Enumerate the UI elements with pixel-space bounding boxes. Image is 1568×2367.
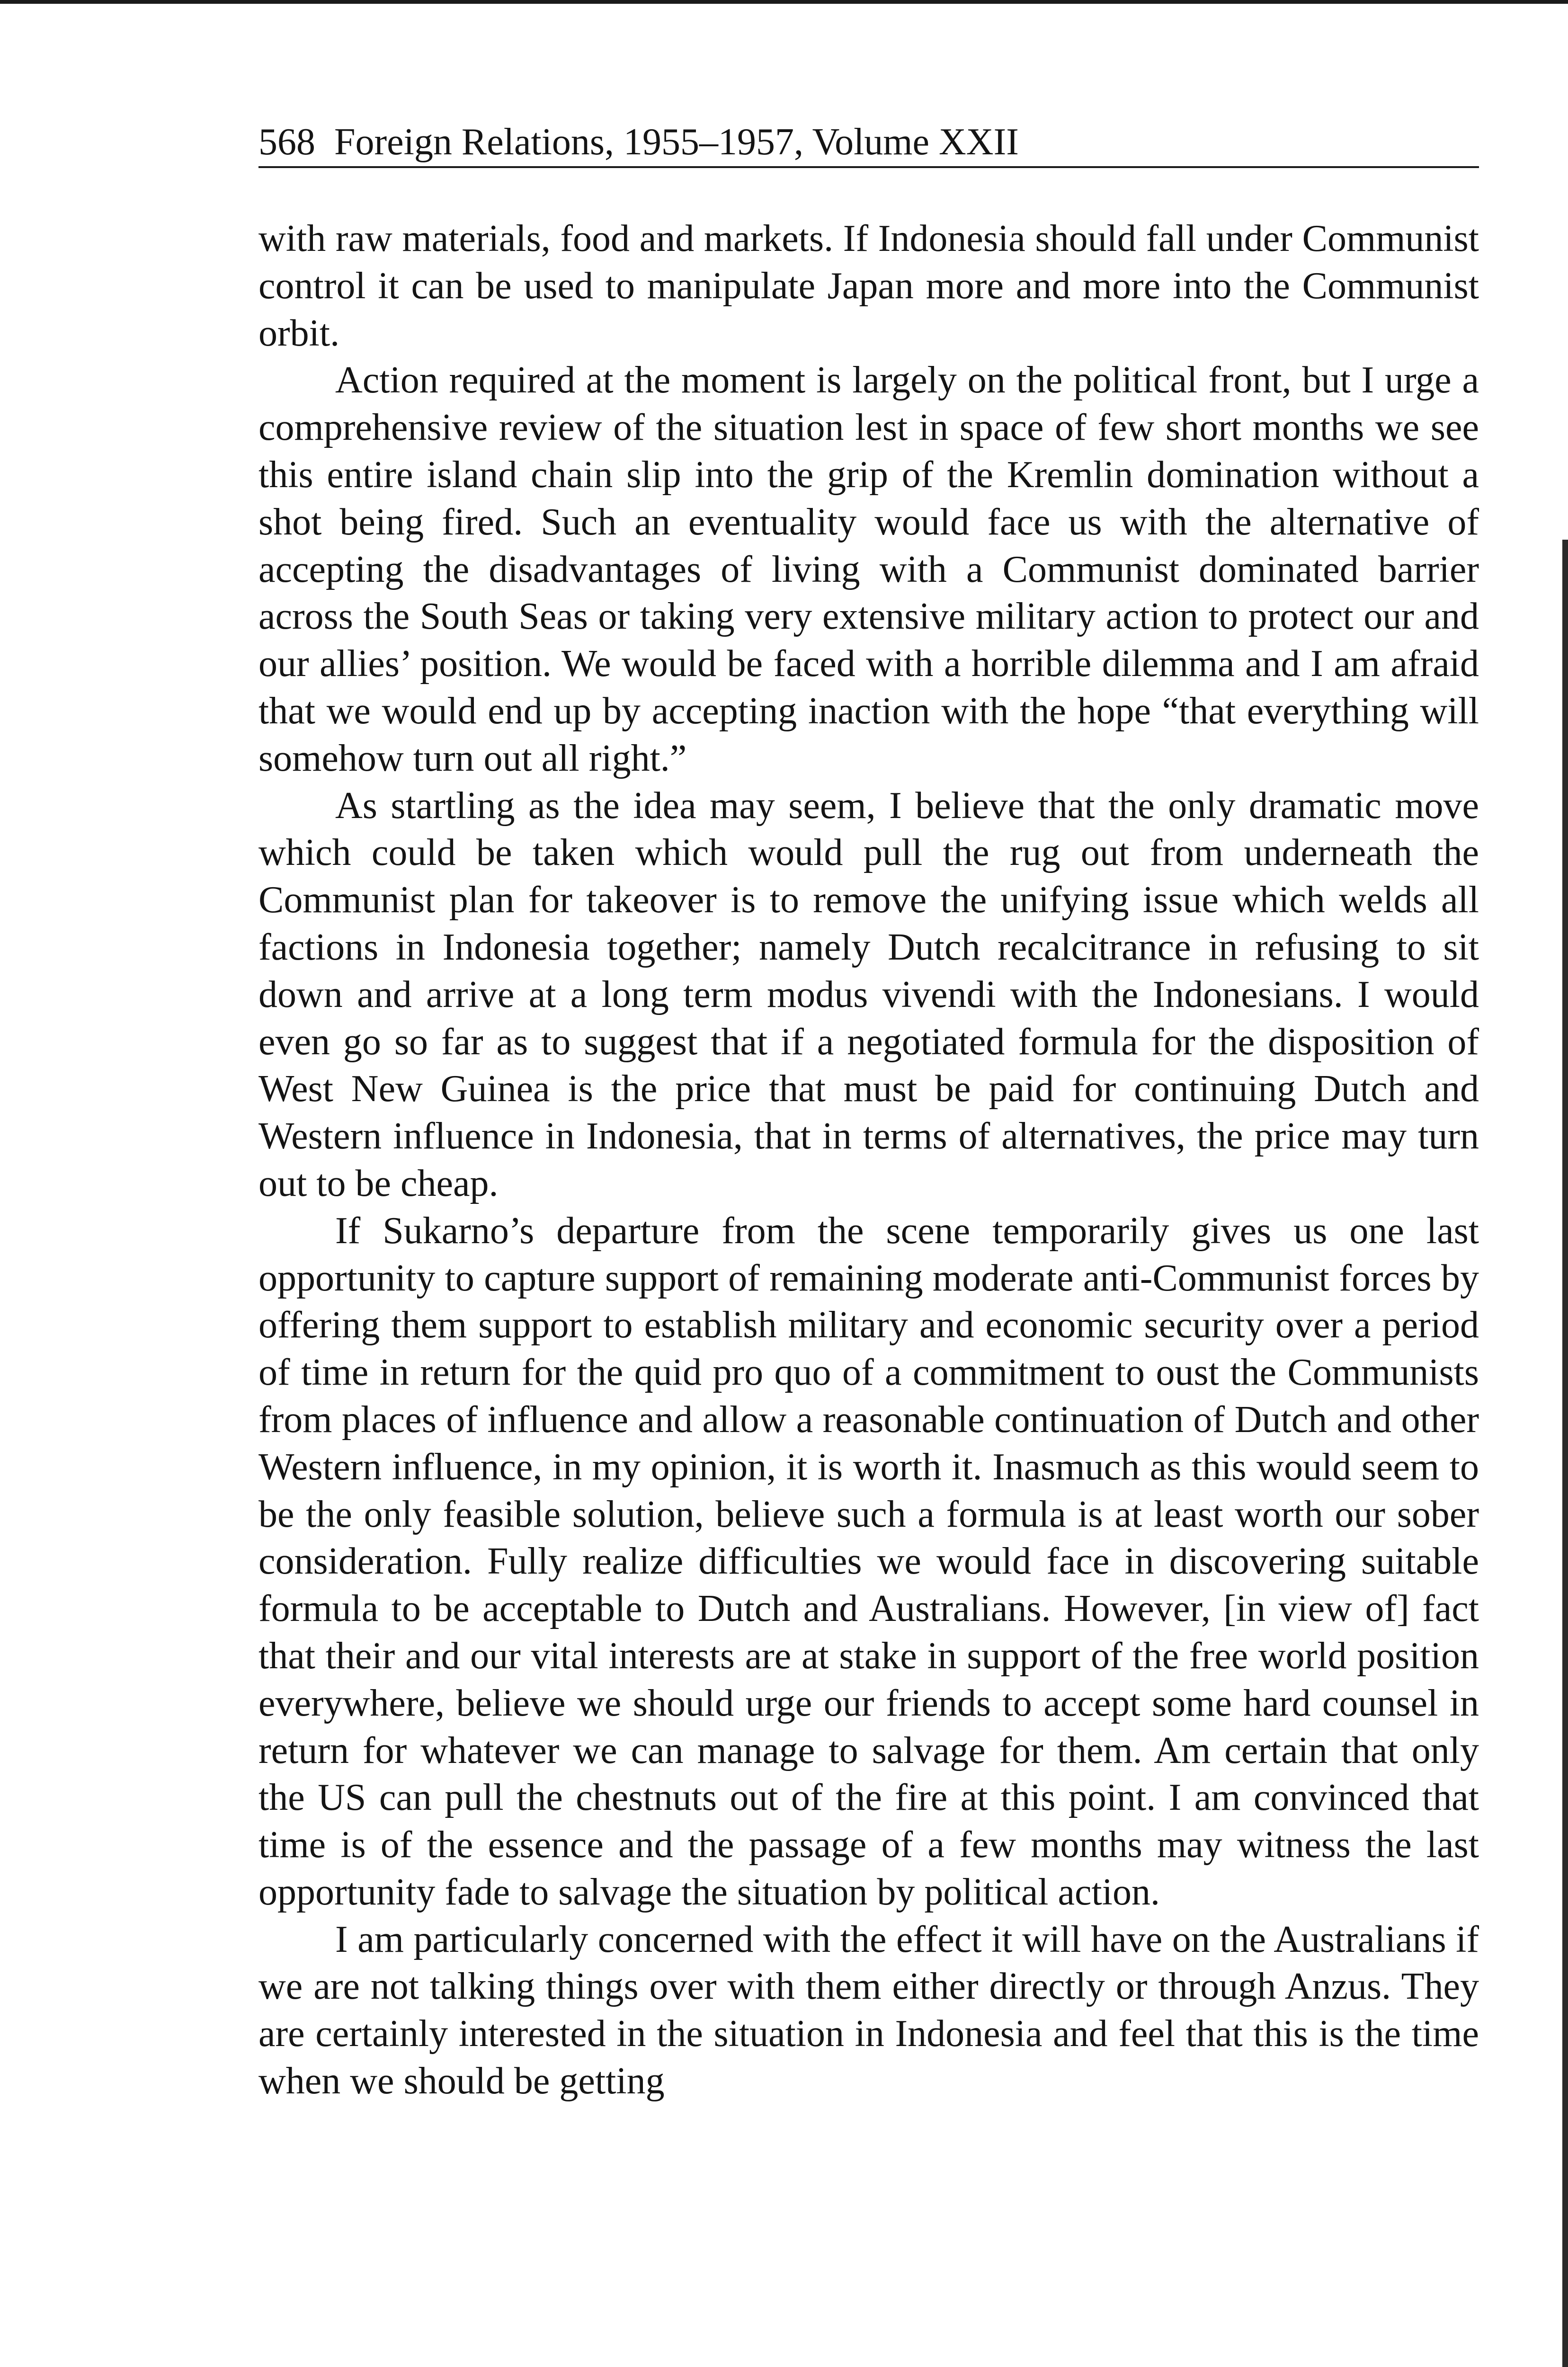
scan-top-border	[0, 0, 1568, 4]
body-text	[258, 215, 1479, 2105]
scan-right-edge	[1562, 540, 1568, 2367]
paragraph: I am particularly concerned with the effect it will have on the Australians if we are not talking things over with them either directly or through Anzus. They are certainly interested in the situation in Indonesia and feel that this is the time when we should be getting	[258, 1918, 1479, 2102]
running-header	[258, 116, 1479, 168]
paragraph: As startling as the idea may seem, I believe that the only dramatic move which could be taken which would pull the rug out from underneath the Communist plan for takeover is to remove the unifying issue which welds all factions in Indonesia together; namely Dutch recalcitrance in refusing to sit down and arrive at a long term modus vivendi with the Indonesians. I would even go so far as to suggest that if a negotiated formula for the disposition of West New Guinea is the price that must be paid for continuing Dutch and Western influence in Indonesia, that in terms of alternatives, the price may turn out to be cheap.	[258, 784, 1479, 1204]
running-title: Foreign Relations, 1955–1957, Volume XXII	[334, 121, 1019, 163]
paragraph: If Sukarno’s departure from the scene temporarily gives us one last opportunity to capture support of remaining moderate anti-Communist forces by offering them support to establish military and economic security over a period of time in return for the quid pro quo of a commitment to oust the Communists from places of influence and allow a reasonable continuation of Dutch and other Western influence, in my opinion, it is worth it. Inasmuch as this would seem to be the only feasible solution, believe such a formula is at least worth our sober consideration. Fully realize difficulties we would face in discovering suitable formula to be acceptable to Dutch and Australians. However, [in view of] fact that their and our vital interests are at stake in support of the free world position everywhere, believe we should urge our friends to accept some hard counsel in return for whatever we can manage to salvage for them. Am certain that only the US can pull the chestnuts out of the fire at this point. I am convinced that time is of the essence and the passage of a few months may witness the last opportunity fade to salvage the situation by political action.	[258, 1210, 1479, 1913]
page-number: 568	[258, 121, 315, 163]
paragraph: Action required at the moment is largely on the political front, but I urge a comprehensive review of the situation lest in space of few short months we see this entire island chain slip into the grip of the Kremlin domination without a shot being fired. Such an eventuality would face us with the alternative of accepting the disadvantages of living with a Communist dominated barrier across the South Seas or taking very extensive military action to protect our and our allies’ position. We would be faced with a horrible dilemma and I am afraid that we would end up by accepting inaction with the hope “that everything will somehow turn out all right.”	[258, 359, 1479, 779]
paragraph-continued: with raw materials, food and markets. If Indonesia should fall under Communist control it can be used to manipulate Japan more and more into the Communist orbit.	[258, 218, 1479, 354]
